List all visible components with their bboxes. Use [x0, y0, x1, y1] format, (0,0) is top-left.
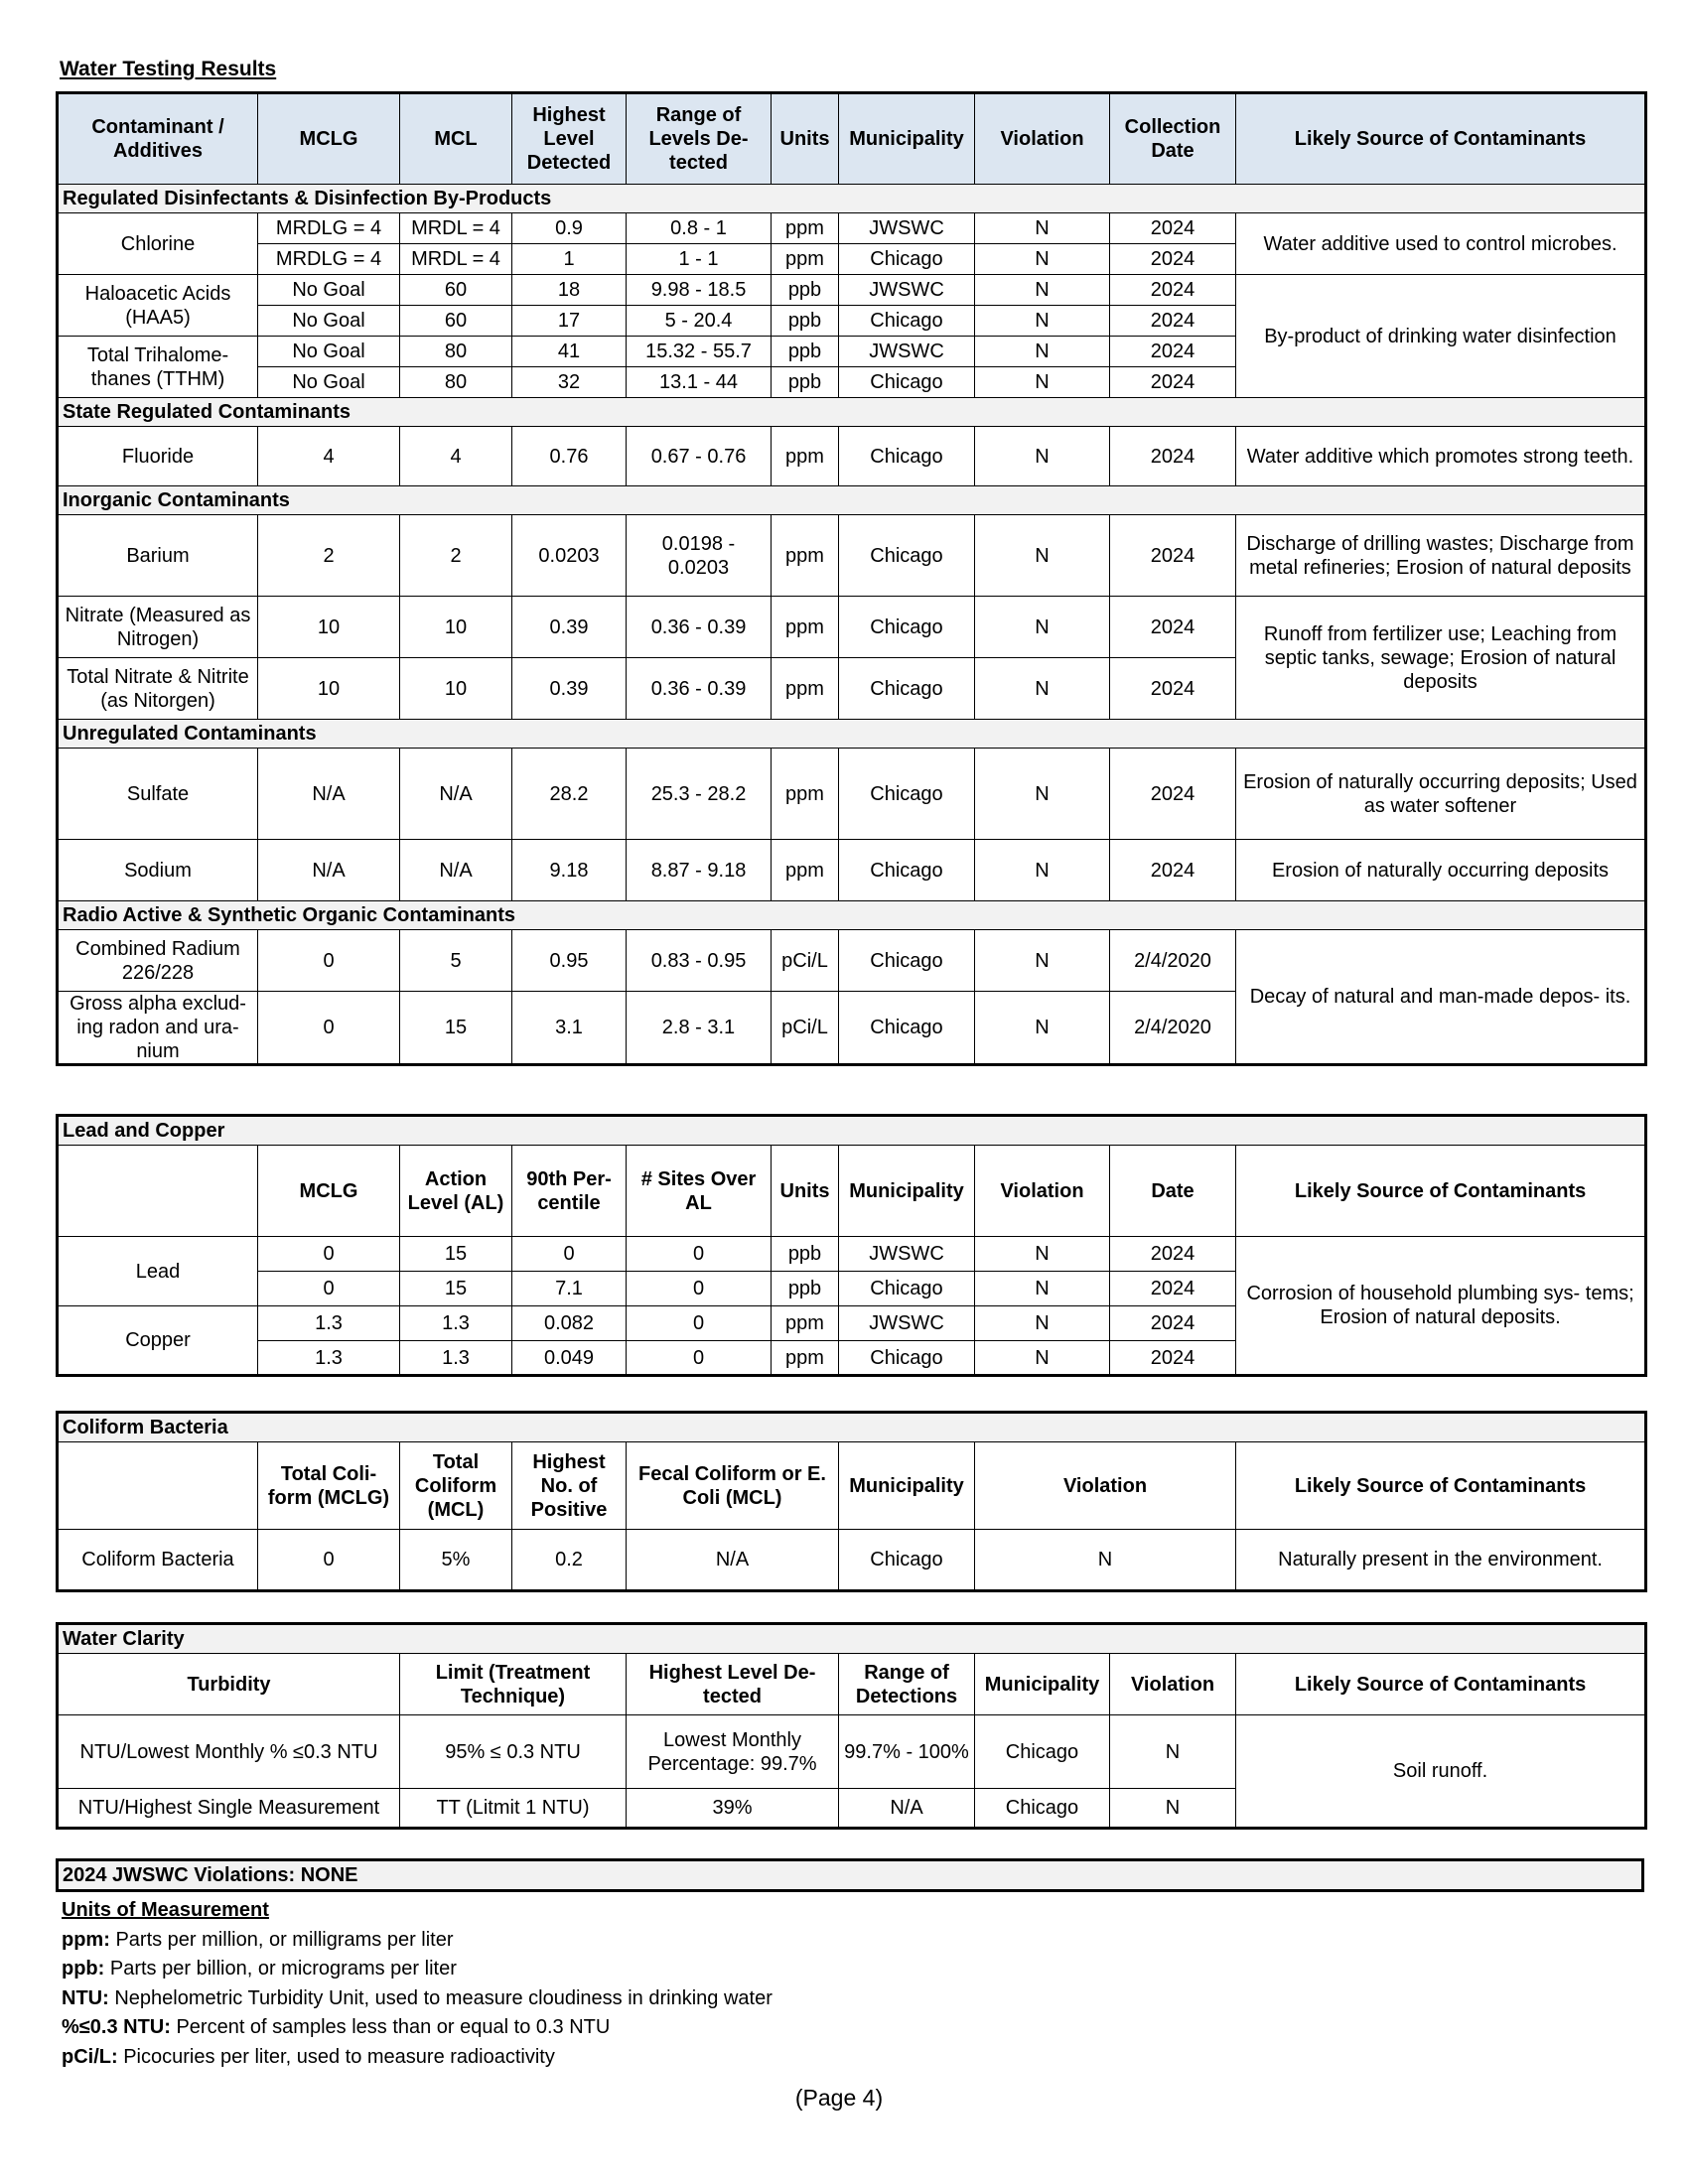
cell: 39% — [627, 1789, 839, 1829]
cell: 0.76 — [512, 427, 627, 486]
cell: Chicago — [839, 658, 975, 720]
cell: Chicago — [839, 1272, 975, 1306]
cell: ppm — [772, 840, 839, 901]
cell: 0 — [258, 1237, 400, 1272]
page-title: Water Testing Results — [60, 58, 277, 80]
cell: JWSWC — [839, 1237, 975, 1272]
unit-item — [62, 2043, 773, 2073]
cell: 0.2 — [512, 1530, 627, 1591]
cell: 2024 — [1110, 1306, 1236, 1341]
cell: NTU/Lowest Monthly % ≤0.3 NTU — [58, 1715, 400, 1789]
cell: 2024 — [1110, 427, 1236, 486]
cell: 0 — [627, 1272, 772, 1306]
cell: 5 — [400, 930, 512, 992]
likely-source: Soil runoff. — [1236, 1715, 1646, 1829]
cell: MRDLG = 4 — [258, 213, 400, 244]
cell: 2024 — [1110, 1341, 1236, 1376]
cell: 2024 — [1110, 367, 1236, 398]
cell: 0.8 - 1 — [627, 213, 772, 244]
table-row — [58, 930, 1646, 992]
likely-source: Water additive which promotes strong teeth. — [1236, 427, 1646, 486]
contaminant-name: Barium — [58, 515, 258, 597]
cell: N — [975, 930, 1110, 992]
cell: 99.7% - 100% — [839, 1715, 975, 1789]
col-header: Violation — [975, 1442, 1236, 1530]
cell: N — [975, 1237, 1110, 1272]
cell: 15 — [400, 992, 512, 1065]
table-row — [58, 840, 1646, 901]
cell: 9.98 - 18.5 — [627, 275, 772, 306]
cell: ppb — [772, 1272, 839, 1306]
header-row — [58, 1654, 1646, 1715]
cell: ppm — [772, 658, 839, 720]
cell: 0.83 - 0.95 — [627, 930, 772, 992]
col-header: Highest No. of Positive — [512, 1442, 627, 1530]
cell: 2/4/2020 — [1110, 992, 1236, 1065]
cell: 10 — [400, 658, 512, 720]
cell: Chicago — [975, 1715, 1110, 1789]
section-header: Coliform Bacteria — [58, 1413, 1646, 1442]
unit-item — [62, 2013, 773, 2043]
cell: 2024 — [1110, 1237, 1236, 1272]
cell: N/A — [627, 1530, 839, 1591]
cell: 2/4/2020 — [1110, 930, 1236, 992]
cell: 0.0203 — [512, 515, 627, 597]
cell: 9.18 — [512, 840, 627, 901]
cell: Chicago — [839, 1530, 975, 1591]
header-row — [58, 93, 1646, 185]
cell: Chicago — [839, 306, 975, 337]
cell: 0.9 — [512, 213, 627, 244]
contaminant-name: Sulfate — [58, 749, 258, 840]
cell: JWSWC — [839, 337, 975, 367]
cell: 0 — [627, 1306, 772, 1341]
table-row — [58, 515, 1646, 597]
cell: 25.3 - 28.2 — [627, 749, 772, 840]
col-header: Likely Source of Contaminants — [1236, 1146, 1646, 1237]
contaminant-name: Chlorine — [58, 213, 258, 275]
contaminant-name: Combined Radium 226/228 — [58, 930, 258, 992]
cell: ppb — [772, 306, 839, 337]
cell: N — [1110, 1789, 1236, 1829]
col-header: Highest Level De- tected — [627, 1654, 839, 1715]
cell: No Goal — [258, 367, 400, 398]
cell: ppm — [772, 1341, 839, 1376]
cell: 2024 — [1110, 515, 1236, 597]
cell: Chicago — [839, 597, 975, 658]
cell: N — [975, 337, 1110, 367]
cell: 60 — [400, 275, 512, 306]
likely-source: Erosion of naturally occurring deposits — [1236, 840, 1646, 901]
cell: N — [975, 749, 1110, 840]
cell: ppb — [772, 275, 839, 306]
cell: ppm — [772, 427, 839, 486]
cell: MRDL = 4 — [400, 244, 512, 275]
contaminant-name: Lead — [58, 1237, 258, 1306]
cell: 15 — [400, 1272, 512, 1306]
cell: Chicago — [839, 749, 975, 840]
cell: 32 — [512, 367, 627, 398]
likely-source: Decay of natural and man-made depos- its. — [1236, 930, 1646, 1065]
col-header — [58, 1146, 258, 1237]
cell: N — [975, 275, 1110, 306]
cell: Chicago — [839, 515, 975, 597]
cell: N/A — [258, 840, 400, 901]
likely-source: By-product of drinking water disinfection — [1236, 275, 1646, 398]
cell: 1 - 1 — [627, 244, 772, 275]
likely-source: Erosion of naturally occurring deposits; Used as water softener — [1236, 749, 1646, 840]
cell: JWSWC — [839, 1306, 975, 1341]
cell: pCi/L — [772, 930, 839, 992]
cell: 28.2 — [512, 749, 627, 840]
col-header — [58, 1442, 258, 1530]
section-header: Regulated Disinfectants & Disinfection By-Products — [58, 185, 1646, 213]
likely-source: Naturally present in the environment. — [1236, 1530, 1646, 1591]
cell: 2024 — [1110, 306, 1236, 337]
cell: 2024 — [1110, 1272, 1236, 1306]
cell: Chicago — [839, 1341, 975, 1376]
cell: MRDL = 4 — [400, 213, 512, 244]
cell: ppb — [772, 367, 839, 398]
unit-desc: Parts per billion, or micrograms per liter — [104, 1958, 457, 1979]
contaminant-name: Copper — [58, 1306, 258, 1376]
cell: 60 — [400, 306, 512, 337]
cell: 1.3 — [258, 1341, 400, 1376]
unit-desc: Nephelometric Turbidity Unit, used to measure cloudiness in drinking water — [108, 1986, 773, 2009]
unit-term: ppm: — [62, 1928, 110, 1951]
table-row — [58, 1237, 1646, 1272]
cell: NTU/Highest Single Measurement — [58, 1789, 400, 1829]
cell: N — [975, 1530, 1236, 1591]
cell: No Goal — [258, 275, 400, 306]
cell: N — [975, 367, 1110, 398]
cell: 2024 — [1110, 597, 1236, 658]
table-row — [58, 1530, 1646, 1591]
cell: 10 — [258, 597, 400, 658]
col-header: Municipality — [839, 1442, 975, 1530]
cell: N — [975, 515, 1110, 597]
table-row — [58, 213, 1646, 244]
unit-desc: Parts per million, or milligrams per liter — [109, 1928, 454, 1951]
cell: 80 — [400, 337, 512, 367]
col-header: Likely Source of Contaminants — [1236, 93, 1646, 185]
cell: ppb — [772, 337, 839, 367]
cell: 0 — [512, 1237, 627, 1272]
col-header: Municipality — [839, 93, 975, 185]
cell: 0 — [258, 992, 400, 1065]
page-number: (Page 4) — [794, 2085, 884, 2111]
header-row — [58, 1442, 1646, 1530]
col-header: Fecal Coliform or E. Coli (MCL) — [627, 1442, 839, 1530]
col-header: Municipality — [839, 1146, 975, 1237]
col-header: Violation — [975, 93, 1110, 185]
cell: ppm — [772, 515, 839, 597]
cell: N — [975, 427, 1110, 486]
cell: N — [1110, 1715, 1236, 1789]
likely-source: Corrosion of household plumbing sys- tems; Erosion of natural deposits. — [1236, 1237, 1646, 1376]
col-header: Collection Date — [1110, 93, 1236, 185]
violations-summary: 2024 JWSWC Violations: NONE — [58, 1860, 1643, 1891]
cell: N — [975, 658, 1110, 720]
cell: 2024 — [1110, 749, 1236, 840]
violations-table — [56, 1858, 1644, 1892]
cell: 0 — [627, 1341, 772, 1376]
cell: N/A — [400, 749, 512, 840]
unit-desc: Picocuries per liter, used to measure radioactivity — [117, 2045, 555, 2068]
contaminant-name: Total Nitrate & Nitrite (as Nitorgen) — [58, 658, 258, 720]
cell: 0.082 — [512, 1306, 627, 1341]
cell: 1.3 — [258, 1306, 400, 1341]
cell: JWSWC — [839, 213, 975, 244]
cell: 10 — [258, 658, 400, 720]
cell: Chicago — [839, 930, 975, 992]
cell: 10 — [400, 597, 512, 658]
units-title: Units of Measurement — [62, 1899, 269, 1921]
cell: N/A — [400, 840, 512, 901]
col-header: 90th Per- centile — [512, 1146, 627, 1237]
cell: 80 — [400, 367, 512, 398]
cell: 15.32 - 55.7 — [627, 337, 772, 367]
likely-source: Discharge of drilling wastes; Discharge from metal refineries; Erosion of natural deposits — [1236, 515, 1646, 597]
col-header: Likely Source of Contaminants — [1236, 1442, 1646, 1530]
likely-source: Water additive used to control microbes. — [1236, 213, 1646, 275]
unit-item — [62, 1955, 773, 1984]
cell: 2024 — [1110, 244, 1236, 275]
col-header: MCLG — [258, 93, 400, 185]
contaminant-name: Nitrate (Measured as Nitrogen) — [58, 597, 258, 658]
table-row — [58, 427, 1646, 486]
col-header: Total Coliform (MCL) — [400, 1442, 512, 1530]
cell: pCi/L — [772, 992, 839, 1065]
cell: 0.0198 - 0.0203 — [627, 515, 772, 597]
cell: 0.67 - 0.76 — [627, 427, 772, 486]
cell: 0 — [258, 1272, 400, 1306]
col-header: # Sites Over AL — [627, 1146, 772, 1237]
section-header: Unregulated Contaminants — [58, 720, 1646, 749]
col-header: Date — [1110, 1146, 1236, 1237]
cell: 1.3 — [400, 1341, 512, 1376]
cell: 15 — [400, 1237, 512, 1272]
unit-term: pCi/L: — [62, 2045, 118, 2068]
contaminant-name: Fluoride — [58, 427, 258, 486]
cell: Chicago — [839, 244, 975, 275]
cell: N — [975, 213, 1110, 244]
cell: 13.1 - 44 — [627, 367, 772, 398]
cell: ppm — [772, 749, 839, 840]
cell: N — [975, 1306, 1110, 1341]
section-header: Inorganic Contaminants — [58, 486, 1646, 515]
section-header: Water Clarity — [58, 1624, 1646, 1654]
coliform-table — [56, 1411, 1647, 1592]
cell: N — [975, 992, 1110, 1065]
unit-term: ppb: — [62, 1958, 105, 1979]
cell: N — [975, 1272, 1110, 1306]
lead-copper-table — [56, 1114, 1647, 1377]
cell: 2024 — [1110, 658, 1236, 720]
cell: 0.95 — [512, 930, 627, 992]
cell: Chicago — [975, 1789, 1110, 1829]
cell: TT (Litmit 1 NTU) — [400, 1789, 627, 1829]
cell: 18 — [512, 275, 627, 306]
cell: 8.87 - 9.18 — [627, 840, 772, 901]
cell: 0 — [627, 1237, 772, 1272]
unit-term: NTU: — [62, 1986, 109, 2009]
table-row — [58, 275, 1646, 306]
cell: 0 — [258, 1530, 400, 1591]
contaminant-name: Gross alpha exclud- ing radon and ura- nium — [58, 992, 258, 1065]
cell: 0.39 — [512, 658, 627, 720]
cell: 0.36 - 0.39 — [627, 658, 772, 720]
cell: N — [975, 1341, 1110, 1376]
cell: ppm — [772, 1306, 839, 1341]
cell: N — [975, 244, 1110, 275]
cell: N — [975, 597, 1110, 658]
units-of-measurement — [62, 1896, 773, 2072]
col-header: Turbidity — [58, 1654, 400, 1715]
cell: 7.1 — [512, 1272, 627, 1306]
cell: 95% ≤ 0.3 NTU — [400, 1715, 627, 1789]
cell: ppm — [772, 597, 839, 658]
col-header: MCL — [400, 93, 512, 185]
cell: 2 — [258, 515, 400, 597]
col-header: Violation — [1110, 1654, 1236, 1715]
col-header: Total Coli- form (MCLG) — [258, 1442, 400, 1530]
col-header: Limit (Treatment Technique) — [400, 1654, 627, 1715]
water-clarity-table — [56, 1622, 1647, 1830]
col-header: Municipality — [975, 1654, 1110, 1715]
cell: MRDLG = 4 — [258, 244, 400, 275]
unit-item — [62, 1926, 773, 1956]
contaminant-name: Sodium — [58, 840, 258, 901]
cell: Chicago — [839, 840, 975, 901]
cell: N/A — [839, 1789, 975, 1829]
cell: 41 — [512, 337, 627, 367]
section-header: Lead and Copper — [58, 1116, 1646, 1146]
col-header: Range of Detections — [839, 1654, 975, 1715]
cell: Chicago — [839, 992, 975, 1065]
section-header: State Regulated Contaminants — [58, 398, 1646, 427]
cell: 2024 — [1110, 337, 1236, 367]
cell: N/A — [258, 749, 400, 840]
cell: 1 — [512, 244, 627, 275]
likely-source: Runoff from fertilizer use; Leaching from septic tanks, sewage; Erosion of natural deposits — [1236, 597, 1646, 720]
col-header: Range of Levels De- tected — [627, 93, 772, 185]
contaminant-name: Haloacetic Acids (HAA5) — [58, 275, 258, 337]
unit-desc: Percent of samples less than or equal to 0.3 NTU — [170, 2016, 611, 2038]
cell: 0 — [258, 930, 400, 992]
table-row — [58, 749, 1646, 840]
table-row — [58, 1715, 1646, 1789]
cell: 2024 — [1110, 213, 1236, 244]
cell: 2 — [400, 515, 512, 597]
cell: JWSWC — [839, 275, 975, 306]
contaminant-name: Total Trihalome- thanes (TTHM) — [58, 337, 258, 398]
cell: No Goal — [258, 306, 400, 337]
cell: 5% — [400, 1530, 512, 1591]
col-header: Action Level (AL) — [400, 1146, 512, 1237]
cell: 0.049 — [512, 1341, 627, 1376]
cell: N — [975, 306, 1110, 337]
water-testing-results-table — [56, 91, 1647, 1066]
unit-item — [62, 1984, 773, 2014]
cell: ppm — [772, 213, 839, 244]
cell: 1.3 — [400, 1306, 512, 1341]
col-header: Units — [772, 93, 839, 185]
col-header: Highest Level Detected — [512, 93, 627, 185]
cell: ppb — [772, 1237, 839, 1272]
cell: 4 — [258, 427, 400, 486]
cell: 0.36 - 0.39 — [627, 597, 772, 658]
col-header: Units — [772, 1146, 839, 1237]
cell: ppm — [772, 244, 839, 275]
cell: 3.1 — [512, 992, 627, 1065]
col-header: Contaminant / Additives — [58, 93, 258, 185]
unit-term: %≤0.3 NTU: — [62, 2016, 171, 2038]
col-header: MCLG — [258, 1146, 400, 1237]
cell: Chicago — [839, 367, 975, 398]
cell: Coliform Bacteria — [58, 1530, 258, 1591]
col-header: Likely Source of Contaminants — [1236, 1654, 1646, 1715]
cell: No Goal — [258, 337, 400, 367]
header-row — [58, 1146, 1646, 1237]
cell: Lowest Monthly Percentage: 99.7% — [627, 1715, 839, 1789]
cell: 5 - 20.4 — [627, 306, 772, 337]
cell: 2.8 - 3.1 — [627, 992, 772, 1065]
cell: 17 — [512, 306, 627, 337]
col-header: Violation — [975, 1146, 1110, 1237]
table-row — [58, 597, 1646, 658]
section-header: Radio Active & Synthetic Organic Contaminants — [58, 901, 1646, 930]
cell: 0.39 — [512, 597, 627, 658]
cell: N — [975, 840, 1110, 901]
cell: Chicago — [839, 427, 975, 486]
cell: 4 — [400, 427, 512, 486]
cell: 2024 — [1110, 840, 1236, 901]
cell: 2024 — [1110, 275, 1236, 306]
